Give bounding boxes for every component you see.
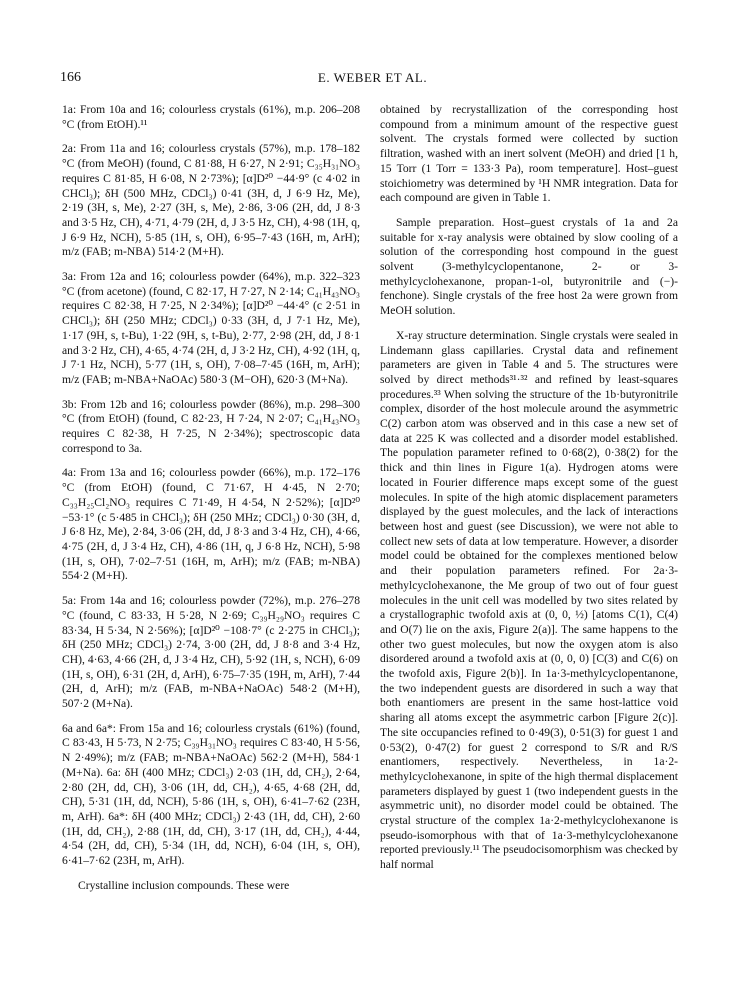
paragraph-5a: 5a: From 14a and 16; colourless powder (72%), m.p. 276–278 °C (found, C 83·33, H 5·28, N 2·69; C₃₉H₂₉NO₃ requires C 83·34, H 5·34, N 2·56%); [α]D²⁰ −108·7° (c 2·275 in CHCl₃); δH (250 MHz; CDCl₃) 2·74, 3·00 (2H, dd, J 8·8 and 3·4 Hz, CH), 4·63, 4·66 (2H, d, J 3·4 Hz, CH), 5·92 (1H, s, NCH), 6·09 (1H, s, OH), 6·31 (2H, d, ArH), 6·75–7·35 (19H, m, ArH), 7·44 (2H, d, ArH); m/z (FAB, m-NBA+NaOAc) 548·2 (M+H), 507·2 (M+Na). xyxy=(62,594,360,711)
page-number: 166 xyxy=(60,70,81,85)
paragraph-inclusion-compounds: Crystalline inclusion compounds. These were xyxy=(78,878,290,892)
paragraph-3a: 3a: From 12a and 16; colourless powder (64%), m.p. 322–323 °C (from acetone) (found, C 82·17, H 7·27, N 2·14; C₄₁H₄₃NO₃ requires C 82·38, H 7·25, N 2·34%); [α]D²⁰ −44·4° (c 2·51 in CHCl₃); δH (250 MHz; CDCl₃) 0·33 (3H, d, J 7·1 Hz, Me), 1·17 (9H, s, t-Bu), 1·22 (9H, s, t-Bu), 2·77, 2·98 (2H, dd, J 8·1 and 3·2 Hz, CH), 4·65, 4·74 (2H, d, J 3·2 Hz, CH), 4·92 (1H, q, J 7·1 Hz, NCH), 5·77 (1H, s, OH), 7·08–7·45 (16H, m, ArH); m/z (FAB; m-NBA+NaOAc) 580·3 (M−OH), 620·3 (M+Na). xyxy=(62,270,360,386)
paragraph-3b: 3b: From 12b and 16; colourless powder (86%), m.p. 298–300 °C (from EtOH) (found, C 82·23, H 7·24, N 2·07; C₄₁H₄₃NO₃ requires C 82·38, H 7·25, N 2·34%); spectroscopic data correspond to 3a. xyxy=(62,397,360,455)
left-column xyxy=(62,103,360,893)
right-column xyxy=(380,103,678,873)
paragraph-6a: 6a and 6a*: From 15a and 16; colourless crystals (61%) (found, C 83·43, H 5·73, N 2·75; C₃₉H₃₁NO₃ requires C 83·40, H 5·56, N 2·49%); m/z (FAB; m-NBA+NaOAc) 562·2 (M+H), 584·1 (M+Na). 6a: δH (400 MHz; CDCl₃) 2·03 (1H, dd, CH₂), 2·64, 2·80 (2H, dd, CH), 3·06 (1H, dd, CH₂), 4·65, 4·68 (2H, dd, CH), 5·31 (1H, dd, NCH), 5·86 (1H, s, OH), 6·41–7·62 (23H, m, ArH). 6a*: δH (400 MHz; CDCl₃) 2·43 (1H, dd, CH), 2·60 (1H, dd, CH₂), 2·88 (1H, dd, CH), 3·17 (1H, dd, CH₂), 4·44, 4·54 (2H, dd, CH), 5·34 (1H, dd, NCH), 6·04 (1H, s, OH), 6·41–7·62 (23H, m, ArH). xyxy=(62,721,360,868)
paragraph-1a: 1a: From 10a and 16; colourless crystals (61%), m.p. 206–208 °C (from EtOH).¹¹ xyxy=(62,103,360,131)
paragraph-crystallization: obtained by recrystallization of the corresponding host compound from a minimum amount of the respective guest solvent. The crystals formed were collected by suction filtration, washed with an inert solvent (MeOH) and dried [1 h, 15 Torr (1 Torr = 133·3 Pa), room temperature]. Host–guest stoichiometry was determined by ¹H NMR integration. Data for each compound are given in Table 1. xyxy=(380,103,678,205)
paragraph-sample-preparation: Sample preparation. Host–guest crystals of 1a and 2a suitable for x-ray analysis were obtained by slow cooling of a solution of the corresponding host compound in the guest solvent (3-methylcyclopentanone, 2- or 3-methylcyclohexanone, propan-1-ol, butyronitrile and (−)-fenchone). Single crystals of the free host 2a were grown from MeOH solution. xyxy=(380,215,678,318)
paragraph-xray-determination: X-ray structure determination. Single crystals were sealed in Lindemann glass capillaries. Crystal data and refinement parameters are given in Table 4 and 5. The structures were solved by direct methods³¹·³² and refined by least-squares procedures.³³ When solving the structure of the 1b·butyronitrile complex, disorder of the host molecule around the asymmetric C(2) carbon atom was observed and in this case a new set of data at 225 K was collected and a disorder model established. The population parameter refined to 0·68(2), 0·38(2) for the thick and thin lines in Figure 1(a). Hydrogen atoms were located in Fourier difference maps except some of the guest molecules. In spite of the high atomic displacement parameters displayed by the guest molecules, and the lack of interactions between host and guest (see Discussion), we were not able to collect new sets of data at low temperature. However, a disorder model could be obtained for the complexes mentioned below and their population parameters refined. For 2a·3-methylcyclohexanone, the Me group of two out of four guest molecules in the unit cell was modelled by two sites related by a crystallographic twofold axis at (0, 0, ½) [atoms C(1), C(4) and O(7) lie on the axis, Figure 2(a)]. The same happens to the other two guest molecules, but now the oxygen atom is also disordered around a twofold axis at (0, 0, 0) [C(3) and C(6) on the twofold axis, Figure 2(b)]. In 1a·3-methylcyclopentanone, the two independent guests are disordered in such a way that both enantiomers are present in the same host-lattice void sharing all atoms except the asymmetric carbon [Figure 2(c)]. The site occupancies refined to 0·49(3), 0·51(3) for guest 1 and 0·53(2), 0·47(2) for guest 2 correspond to S/R and R/S enantiomers, respectively. Nevertheless, in 1a·2-methylcyclohexanone, in spite of the high thermal displacement parameters displayed by guest 1 (two independent guests in the asymmetric unit), no disorder model could be obtained. The crystal structure of the complex 1a·2-methylcyclohexanone is pseudo-isomorphous with that of 1a·3-methylcyclohexanone reported previously.¹¹ The pseudocisomorphism was checked by half normal xyxy=(380,328,679,872)
page-header xyxy=(60,70,685,90)
running-head: E. WEBER ET AL. xyxy=(317,70,428,85)
paragraph-2a: 2a: From 11a and 16; colourless crystals (57%), m.p. 178–182 °C (from MeOH) (found, C 81·88, H 6·27, N 2·91; C₃₅H₃₁NO₃ requires C 81·85, H 6·08, N 2·73%); [α]D²⁰ −44·9° (c 4·02 in CHCl₃); δH (500 MHz, CDCl₃) 0·41 (3H, d, J 6·9 Hz, Me), 2·19 (3H, s, Me), 2·27 (3H, s, Me), 2·86, 3·06 (2H, dd, J 8·3 and 3·5 Hz, CH), 4·71, 4·79 (2H, d, J 3·5 Hz, CH), 4·98 (1H, q, J 6·9 Hz, NCH), 5·85 (1H, s, OH), 6·95–7·43 (16H, m, ArH); m/z (FAB; m-NBA) 514·2 (M+H). xyxy=(62,142,360,259)
paragraph-4a: 4a: From 13a and 16; colourless powder (66%), m.p. 172–176 °C (from EtOH) (found, C 71·67, H 4·45, N 2·70; C₃₃H₂₅Cl₂NO₃ requires C 71·49, H 4·54, N 2·52%); [α]D²⁰ −53·1° (c 5·485 in CHCl₃); δH (250 MHz; CDCl₃) 0·30 (3H, d, J 6·8 Hz, Me), 2·84, 3·06 (2H, dd, J 8·3 and 3·4 Hz, CH), 4·66, 4·75 (2H, d, J 3·4 Hz, CH), 4·86 (1H, q, J 6·8 Hz, NCH), 5·98 (1H, s, OH), 7·02–7·51 (16H, m, ArH); m/z (FAB; m-NBA) 554·2 (M+H). xyxy=(62,466,360,583)
